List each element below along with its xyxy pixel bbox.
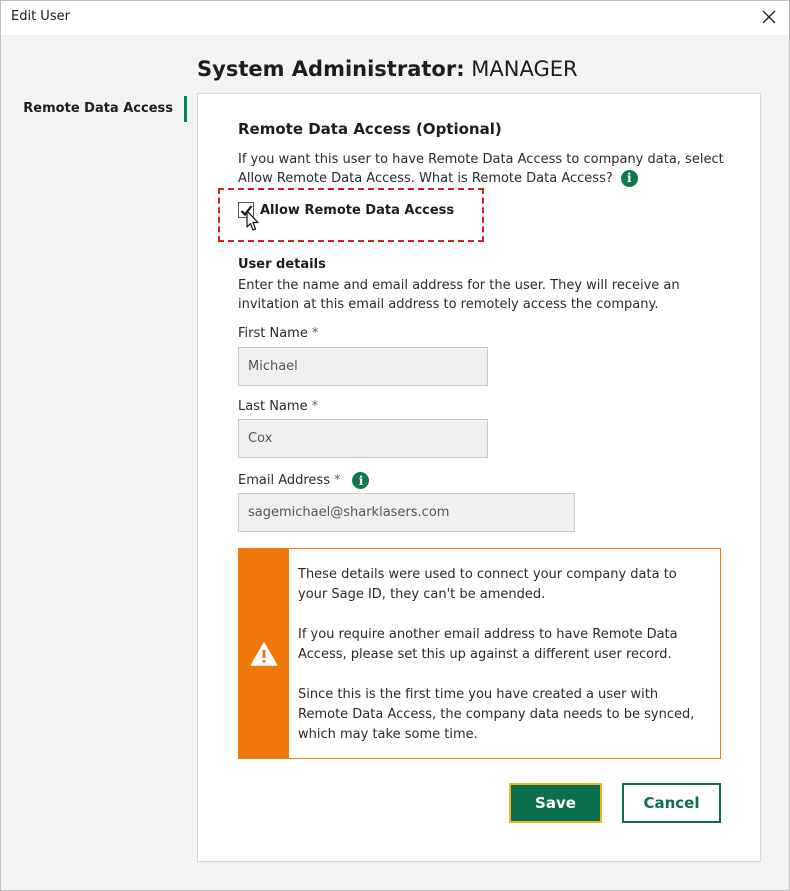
close-button[interactable] [755, 4, 783, 30]
mouse-cursor-icon [244, 210, 260, 234]
required-mark: * [311, 326, 319, 341]
last-name-label-text: Last Name [238, 399, 308, 414]
warning-box [238, 548, 721, 759]
warning-message: Since this is the first time you have created a user with Remote Data Access, the company data needs to be synced, which may take some time. [298, 687, 695, 742]
first-name-field[interactable]: Michael [238, 347, 488, 386]
last-name-label [238, 399, 318, 414]
warning-message: These details were used to connect your company data to your Sage ID, they can't be amended. [298, 567, 677, 602]
first-name-label-text: First Name [238, 326, 308, 341]
section-title: Remote Data Access (Optional) [238, 120, 502, 138]
warning-messages [298, 565, 708, 765]
warning-message: If you require another email address to have Remote Data Access, please set this up against a different user record. [298, 627, 678, 662]
warning-stripe [239, 549, 289, 758]
page-title-role: System Administrator: [197, 57, 465, 81]
email-label-text: Email Address [238, 473, 330, 488]
title-bar [1, 1, 789, 35]
email-field[interactable]: sagemichael@sharklasers.com [238, 493, 575, 532]
active-indicator [184, 96, 187, 122]
side-nav [1, 93, 187, 125]
intro-text-body: If you want this user to have Remote Data Access to company data, select Allow Remote Data Access. What is Remote Data Access? [238, 152, 724, 186]
window-title: Edit User [11, 9, 70, 24]
last-name-field[interactable]: Cox [238, 419, 488, 458]
page-title [197, 57, 578, 81]
page-title-username: MANAGER [471, 57, 578, 81]
allow-remote-access-checkbox-row[interactable] [238, 202, 454, 218]
cancel-button[interactable]: Cancel [622, 783, 721, 823]
info-icon[interactable]: i [621, 170, 638, 187]
content-panel [197, 93, 761, 862]
save-button[interactable]: Save [509, 783, 602, 823]
close-icon[interactable] [762, 10, 776, 24]
required-mark: * [311, 399, 319, 414]
sidebar-item-label: Remote Data Access [23, 101, 173, 116]
first-name-label [238, 326, 318, 341]
allow-remote-access-label[interactable]: Allow Remote Data Access [260, 202, 455, 218]
email-info-icon[interactable]: i [352, 472, 369, 489]
warning-icon [250, 641, 278, 667]
sidebar-item-remote-data-access[interactable] [1, 93, 187, 125]
email-label [238, 472, 369, 489]
user-details-heading: User details [238, 257, 326, 272]
required-mark: * [333, 473, 341, 488]
user-details-description: Enter the name and email address for the user. They will receive an invitation at this email address to remotely access the company. [238, 278, 680, 312]
intro-text [238, 150, 728, 188]
